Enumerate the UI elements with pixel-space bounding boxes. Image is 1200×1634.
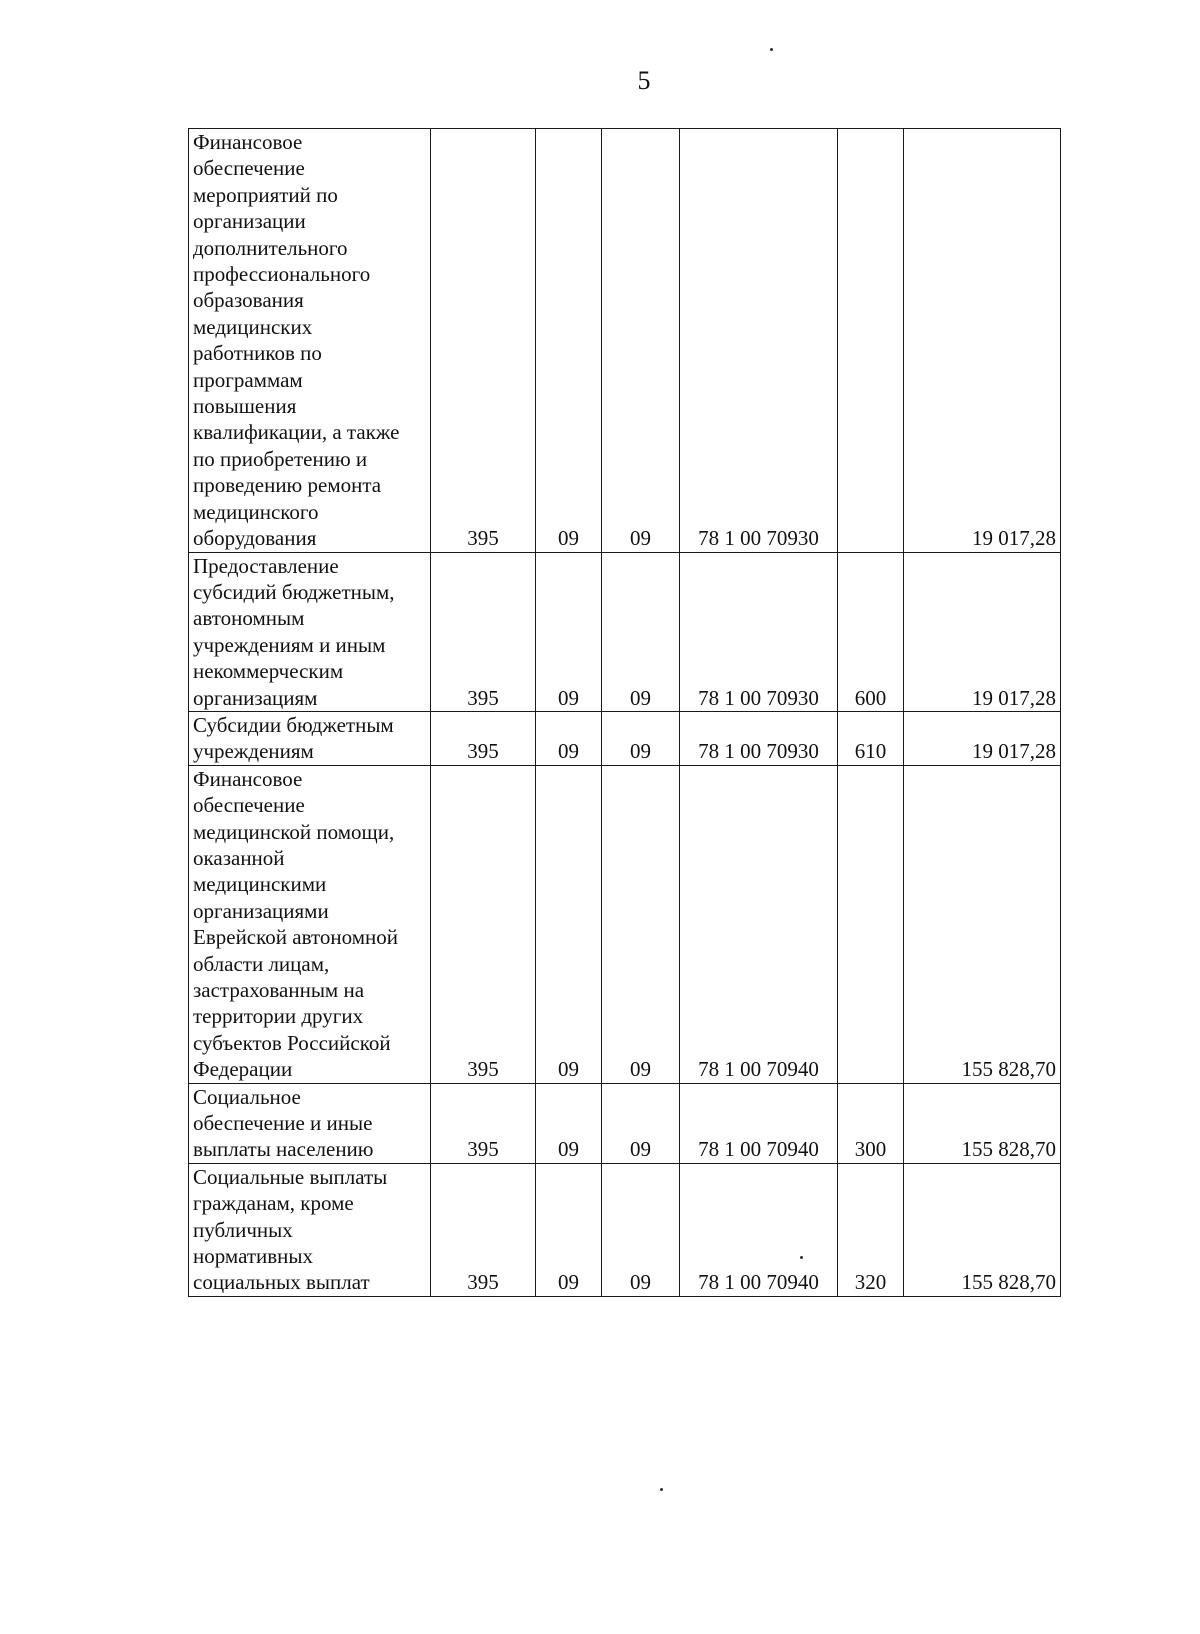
target-article-cell-text: 78 1 00 70940 — [698, 1137, 819, 1162]
ministry-code-cell — [431, 765, 536, 1083]
section-code-cell-text: 09 — [558, 1137, 579, 1162]
section-code-cell — [536, 711, 602, 765]
row-name-cell — [189, 1163, 431, 1296]
expense-type-cell-text: 610 — [854, 739, 887, 764]
ministry-code-cell-text: 395 — [467, 1057, 499, 1082]
row-name-cell-text: Финансовое обеспечение медицинской помощи, оказанной медицинскими организациями Еврейской автономной области лицам, застрахованным на территории других субъектов Российской Федерации — [193, 766, 398, 1082]
section-code-cell — [536, 765, 602, 1083]
target-article-cell-text: 78 1 00 70930 — [698, 685, 819, 710]
target-article-cell-text: 78 1 00 70940 — [698, 1057, 819, 1082]
table-row — [189, 1163, 1061, 1296]
expense-type-cell — [838, 1083, 904, 1163]
target-article-cell — [680, 129, 838, 553]
ministry-code-cell — [431, 1083, 536, 1163]
amount-cell — [904, 552, 1061, 711]
amount-cell-text: 19 017,28 — [972, 685, 1056, 710]
ministry-code-cell — [431, 552, 536, 711]
ministry-code-cell-text: 395 — [467, 739, 499, 764]
ministry-code-cell — [431, 129, 536, 553]
section-code-cell-text: 09 — [558, 1057, 579, 1082]
budget-table — [188, 128, 1061, 1297]
row-name-cell-text: Социальные выплаты гражданам, кроме публичных нормативных социальных выплат — [193, 1164, 388, 1295]
section-code-cell-text: 09 — [558, 1270, 579, 1295]
row-name-cell-text: Субсидии бюджетным учреждениям — [193, 712, 394, 764]
target-article-cell-text: 78 1 00 70930 — [698, 526, 819, 551]
amount-cell-text: 155 828,70 — [961, 1057, 1056, 1082]
target-article-cell-text: 78 1 00 70930 — [698, 739, 819, 764]
budget-table-body — [189, 129, 1061, 1297]
subsection-code-cell-text: 09 — [630, 526, 651, 551]
section-code-cell-text: 09 — [558, 685, 579, 710]
row-name-cell — [189, 711, 431, 765]
row-name-cell-text: Предоставление субсидий бюджетным, автономным учреждениям и иным некоммерческим организациям — [193, 553, 395, 710]
section-code-cell — [536, 129, 602, 553]
ministry-code-cell-text: 395 — [467, 1137, 499, 1162]
expense-type-cell-text: 320 — [854, 1270, 887, 1295]
row-name-cell — [189, 552, 431, 711]
section-code-cell-text: 09 — [558, 526, 579, 551]
table-row — [189, 552, 1061, 711]
subsection-code-cell-text: 09 — [630, 739, 651, 764]
section-code-cell — [536, 1163, 602, 1296]
subsection-code-cell — [602, 711, 680, 765]
table-row — [189, 129, 1061, 553]
target-article-cell — [680, 1163, 838, 1296]
amount-cell-text: 155 828,70 — [961, 1137, 1056, 1162]
target-article-cell — [680, 765, 838, 1083]
scan-speck — [660, 1488, 663, 1491]
table-row — [189, 711, 1061, 765]
amount-cell — [904, 711, 1061, 765]
amount-cell — [904, 129, 1061, 553]
amount-cell-text: 155 828,70 — [961, 1270, 1056, 1295]
target-article-cell — [680, 711, 838, 765]
amount-cell — [904, 1163, 1061, 1296]
table-row — [189, 1083, 1061, 1163]
row-name-cell-text: Социальное обеспечение и иные выплаты населению — [193, 1084, 374, 1162]
expense-type-cell — [838, 1163, 904, 1296]
expense-type-cell — [838, 711, 904, 765]
expense-type-cell — [838, 552, 904, 711]
subsection-code-cell — [602, 552, 680, 711]
section-code-cell-text: 09 — [558, 739, 579, 764]
subsection-code-cell-text: 09 — [630, 1137, 651, 1162]
subsection-code-cell — [602, 129, 680, 553]
expense-type-cell — [838, 765, 904, 1083]
amount-cell-text: 19 017,28 — [972, 739, 1056, 764]
scan-speck — [770, 48, 773, 51]
ministry-code-cell — [431, 1163, 536, 1296]
row-name-cell-text: Финансовое обеспечение мероприятий по организации дополнительного профессионального образования медицинских работников по программам повышения квалификации, а также по приобретению и проведению ремонта медицинского оборудования — [193, 130, 400, 551]
row-name-cell — [189, 1083, 431, 1163]
target-article-cell-text: 78 1 00 70940 — [698, 1270, 819, 1295]
ministry-code-cell — [431, 711, 536, 765]
subsection-code-cell — [602, 1083, 680, 1163]
ministry-code-cell-text: 395 — [467, 526, 499, 551]
subsection-code-cell — [602, 1163, 680, 1296]
target-article-cell — [680, 1083, 838, 1163]
row-name-cell — [189, 765, 431, 1083]
subsection-code-cell-text: 09 — [630, 1270, 651, 1295]
subsection-code-cell-text: 09 — [630, 685, 651, 710]
target-article-cell — [680, 552, 838, 711]
amount-cell — [904, 765, 1061, 1083]
table-row — [189, 765, 1061, 1083]
expense-type-cell-text: 600 — [854, 685, 887, 710]
ministry-code-cell-text: 395 — [467, 1270, 499, 1295]
ministry-code-cell-text: 395 — [467, 685, 499, 710]
amount-cell — [904, 1083, 1061, 1163]
scan-speck — [800, 1256, 803, 1259]
page-number: 5 — [637, 66, 651, 95]
row-name-cell — [189, 129, 431, 553]
subsection-code-cell-text: 09 — [630, 1057, 651, 1082]
expense-type-cell — [838, 129, 904, 553]
amount-cell-text: 19 017,28 — [972, 526, 1056, 551]
section-code-cell — [536, 552, 602, 711]
subsection-code-cell — [602, 765, 680, 1083]
section-code-cell — [536, 1083, 602, 1163]
expense-type-cell-text: 300 — [854, 1137, 887, 1162]
